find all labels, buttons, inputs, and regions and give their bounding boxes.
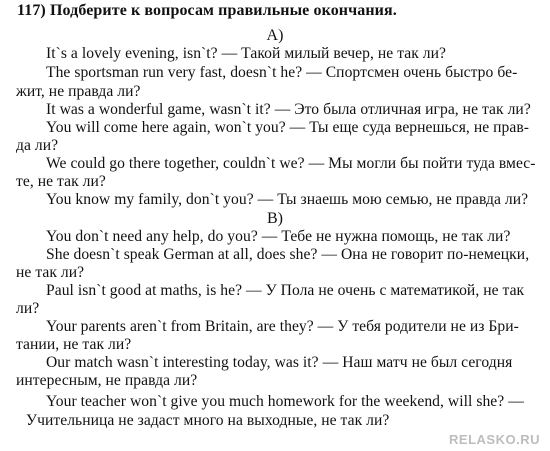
- text-line: Our match wasn`t interesting today, was it? — Наш матч не был сегодня: [46, 354, 513, 371]
- text-line: Учительница не задаст много на выходные, не так ли?: [26, 412, 390, 429]
- exercise-title: 117) Подберите к вопросам правильные окончания.: [17, 2, 397, 19]
- text-line: тании, не так ли?: [16, 336, 132, 353]
- text-line: ли?: [16, 300, 40, 317]
- text-line: It`s a lovely evening, isn`t? — Такой милый вечер, не так ли?: [46, 45, 446, 62]
- text-line: You know my family, don`t you? — Ты знаешь мою семью, не правда ли?: [46, 191, 529, 208]
- text-line: We could go there together, couldn`t we? — Мы могли бы пойти туда вмес-: [46, 155, 536, 172]
- text-line: интересным, не правда ли?: [16, 372, 198, 389]
- text-line: She doesn`t speak German at all, does she? — Она не говорит по-немецки,: [46, 246, 530, 263]
- text-line: You don`t need any help, do you? — Тебе не нужна помощь, не так ли?: [46, 228, 511, 245]
- text-line: You will come here again, won`t you? — Ты еще суда вернешься, не прав-: [46, 119, 529, 136]
- text-line: не так ли?: [16, 264, 85, 281]
- text-line: Your parents aren`t from Britain, are they? — У тебя родители не из Бри-: [46, 318, 519, 335]
- section-b-label: B): [267, 210, 283, 227]
- text-line: The sportsman run very fast, doesn`t he? — Спортсмен очень быстро бе-: [46, 64, 518, 81]
- text-line: да ли?: [16, 137, 59, 154]
- text-line: жит, не правда ли?: [16, 83, 141, 100]
- text-line: Paul isn`t good at maths, is he? — У Пола не очень с математикой, не так: [46, 282, 525, 299]
- section-a-label: A): [266, 27, 284, 44]
- text-line: Your teacher won`t give you much homework for the weekend, will she? —: [46, 393, 524, 410]
- site-watermark: RELASKO.RU: [449, 432, 540, 447]
- text-line: It was a wonderful game, wasn`t it? — Это была отличная игра, не так ли?: [46, 101, 531, 118]
- text-line: те, не так ли?: [16, 173, 106, 190]
